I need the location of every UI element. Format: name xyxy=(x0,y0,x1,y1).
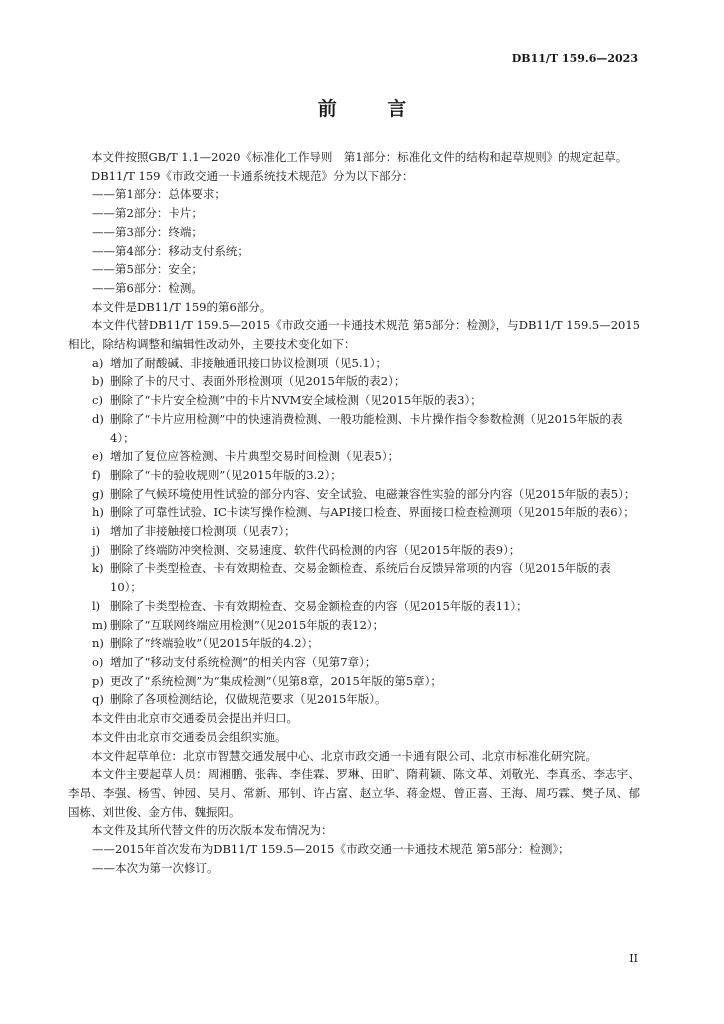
paragraph: 本文件代替DB11/T 159.5—2015《市政交通一卡通技术规范 第5部分：检测》，与DB11/T 159.5—2015相比，除结构调整和编辑性改动外，主要技术变化如下： xyxy=(68,318,640,352)
list-marker: k) xyxy=(92,561,104,576)
paragraph: 本文件由北京市交通委员会提出并归口。 xyxy=(91,711,298,726)
list-item xyxy=(68,372,640,391)
paragraph: 本文件主要起草人员：周湘鹏、张犇、李佳霖、罗琳、田旷、隋莉颖、陈文革、刘敬光、李真丞、李志宇、李昂、李强、杨雪、钟园、吴月、常新、邢钊、许占富、赵立华、蒋金煜、曾正喜、王海、周巧霖、樊子凤、郁国栋、刘世俊、金方伟、魏振阳。 xyxy=(68,767,640,819)
list-item-text: 增加了非接触接口检测项（见表7）； xyxy=(110,524,296,539)
list-item xyxy=(68,466,640,485)
list-item-text: 删除了“卡片应用检测”中的快速消费检测、一般功能检测、卡片操作指令参数检测（见2015年版的表4）； xyxy=(110,411,623,445)
list-marker: g) xyxy=(92,486,104,501)
paragraph: 本文件由北京市交通委员会组织实施。 xyxy=(91,729,287,744)
list-item-text: 删除了气候环境使用性试验的部分内容、安全试验、电磁兼容性实验的部分内容（见2015年版的表5）； xyxy=(110,486,636,501)
dash-list-item: ——2015年首次发布为DB11/T 159.5—2015《市政交通一卡通技术规范 第5部分：检测》； xyxy=(92,842,570,857)
list-item-text: 删除了卡类型检查、卡有效期检查、交易金额检查、系统后台反馈异常项的内容（见2015年版的表10）； xyxy=(110,561,611,595)
list-item xyxy=(68,653,640,672)
list-marker: a) xyxy=(92,355,104,370)
list-item xyxy=(68,447,640,466)
list-item xyxy=(68,616,640,635)
list-item-text: 删除了卡的尺寸、表面外形检测项（见2015年版的表2）； xyxy=(110,374,406,389)
list-item-text: 增加了复位应答检测、卡片典型交易时间检测（见表5）； xyxy=(110,449,400,464)
page-number: II xyxy=(629,952,638,965)
list-item xyxy=(68,522,640,541)
list-marker: b) xyxy=(92,374,104,389)
list-item-text: 删除了各项检测结论，仅做规范要求（见2015年版）。 xyxy=(110,692,387,707)
dash-list-item: ——第5部分：安全； xyxy=(92,262,203,277)
document-body xyxy=(68,148,640,877)
list-item xyxy=(68,672,640,691)
list-marker: f) xyxy=(92,467,101,482)
list-marker: e) xyxy=(92,449,104,464)
document-code: DB11/T 159.6—2023 xyxy=(511,52,638,65)
list-item xyxy=(68,597,640,616)
list-item xyxy=(68,559,640,596)
list-item xyxy=(68,354,640,373)
list-item-text: 增加了“移动支付系统检测”的相关内容（见第7章）； xyxy=(110,654,377,669)
list-item xyxy=(68,541,640,560)
dash-list-item: ——第3部分：终端； xyxy=(92,224,203,239)
dash-list-item: ——本次为第一次修订。 xyxy=(92,860,219,875)
list-marker: p) xyxy=(92,673,104,688)
list-item-text: 删除了卡类型检查、卡有效期检查、交易金额检查的内容（见2015年版的表11）； xyxy=(110,598,528,613)
list-marker: c) xyxy=(92,393,103,408)
dash-list-item: ——第2部分：卡片； xyxy=(92,206,203,221)
paragraph: 本文件及其所代替文件的历次版本发布情况为： xyxy=(91,823,333,838)
list-item xyxy=(68,485,640,504)
dash-list-item: ——第1部分：总体要求； xyxy=(92,187,226,202)
list-item-text: 删除了“卡片安全检测”中的卡片NVM安全域检测（见2015年版的表3）； xyxy=(110,393,482,408)
list-item-text: 删除了“互联网终端应用检测”（见2015年版的表12）； xyxy=(110,617,385,632)
paragraph: 本文件是DB11/T 159的第6部分。 xyxy=(91,299,272,314)
list-item xyxy=(68,690,640,709)
list-item xyxy=(68,503,640,522)
list-marker: d) xyxy=(92,411,104,426)
list-item xyxy=(68,410,640,447)
list-marker: h) xyxy=(92,505,104,520)
list-item-text: 删除了“终端验收”（见2015年版的4.2）； xyxy=(110,636,319,651)
list-item xyxy=(68,634,640,653)
dash-list-item: ——第6部分：检测。 xyxy=(92,280,203,295)
dash-list-item: ——第4部分：移动支付系统； xyxy=(92,243,249,258)
list-item-text: 删除了可靠性试验、IC卡读写操作检测、与API接口检查、界面接口检查检测项（见2015年版的表6）； xyxy=(110,505,635,520)
paragraph: 本文件按照GB/T 1.1—2020《标准化工作导则 第1部分：标准化文件的结构和起草规则》的规定起草。 xyxy=(91,150,628,164)
list-item xyxy=(68,391,640,410)
list-item-text: 更改了“系统检测”为“集成检测”（见第8章，2015年版的第5章）； xyxy=(110,673,442,688)
list-marker: l) xyxy=(92,598,101,613)
list-item-text: 删除了终端防冲突检测、交易速度、软件代码检测的内容（见2015年版的表9）； xyxy=(110,542,521,557)
list-marker: q) xyxy=(92,692,104,707)
list-marker: m) xyxy=(92,617,108,632)
page-title: 前 言 xyxy=(317,98,429,120)
paragraph: DB11/T 159《市政交通一卡通系统技术规范》分为以下部分： xyxy=(91,168,414,183)
list-marker: i) xyxy=(92,524,101,539)
list-marker: n) xyxy=(92,636,104,651)
list-item-text: 增加了耐酸碱、非接触通讯接口协议检测项（见5.1）； xyxy=(110,355,388,370)
list-marker: j) xyxy=(92,542,101,557)
list-marker: o) xyxy=(92,654,104,669)
paragraph: 本文件起草单位：北京市智慧交通发展中心、北京市政交通一卡通有限公司、北京市标准化研究院。 xyxy=(91,748,597,763)
list-item-text: 删除了“卡的验收规则”（见2015年版的3.2）； xyxy=(110,467,342,482)
